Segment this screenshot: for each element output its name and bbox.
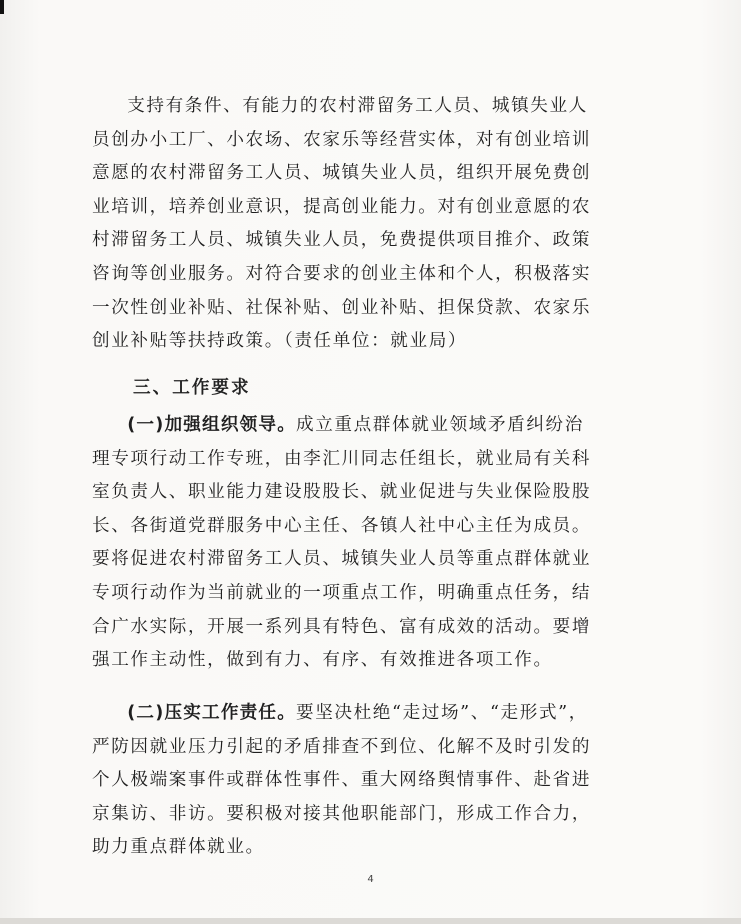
page-number: 4 (367, 874, 374, 885)
scan-corner-mark (0, 0, 4, 14)
paragraph-2-lead: (一)加强组织领导。 (127, 415, 297, 435)
paragraph-1-text: 支持有条件、有能力的农村滞留务工人员、城镇失业人员创办小工厂、小农场、农家乐等经营实体，对有创业培训意愿的农村滞留务工人员、城镇失业人员，组织开展免费创业培训，培养创业意识，提高创业能力。对有创业意愿的农村滞留务工人员、城镇失业人员，免费提供项目推介、政策咨询等创业服务。对符合要求的创业主体和个人，积极落实一次性创业补贴、社保补贴、创业补贴、担保贷款、农家乐创业补贴等扶持政策。（责任单位：就业局） (92, 96, 592, 352)
section-heading-work-requirements: 三、工作要求 (133, 378, 251, 398)
scan-bottom-edge (0, 918, 741, 924)
paragraph-entrepreneurship-support (92, 90, 592, 359)
paragraph-organization-leadership (92, 409, 592, 678)
paragraph-work-responsibility (92, 697, 592, 865)
paragraph-2-body: 成立重点群体就业领域矛盾纠纷治理专项行动工作专班，由李汇川同志任组长，就业局有关科室负责人、职业能力建设股股长、就业促进与失业保险股股长、各街道党群服务中心主任、各镇人社中心主任为成员。要将促进农村滞留务工人员、城镇失业人员等重点群体就业专项行动作为当前就业的一项重点工作，明确重点任务，结合广水实际，开展一系列具有特色、富有成效的活动。要增强工作主动性，做到有力、有序、有效推进各项工作。 (92, 415, 592, 671)
paragraph-3-lead: (二)压实工作责任。 (127, 703, 297, 723)
paragraph-3-body: 要坚决杜绝“走过场”、“走形式”，严防因就业压力引起的矛盾排查不到位、化解不及时引发的个人极端案事件或群体性事件、重大网络舆情事件、赴省进京集访、非访。要积极对接其他职能部门，形成工作合力，助力重点群体就业。 (92, 703, 592, 858)
